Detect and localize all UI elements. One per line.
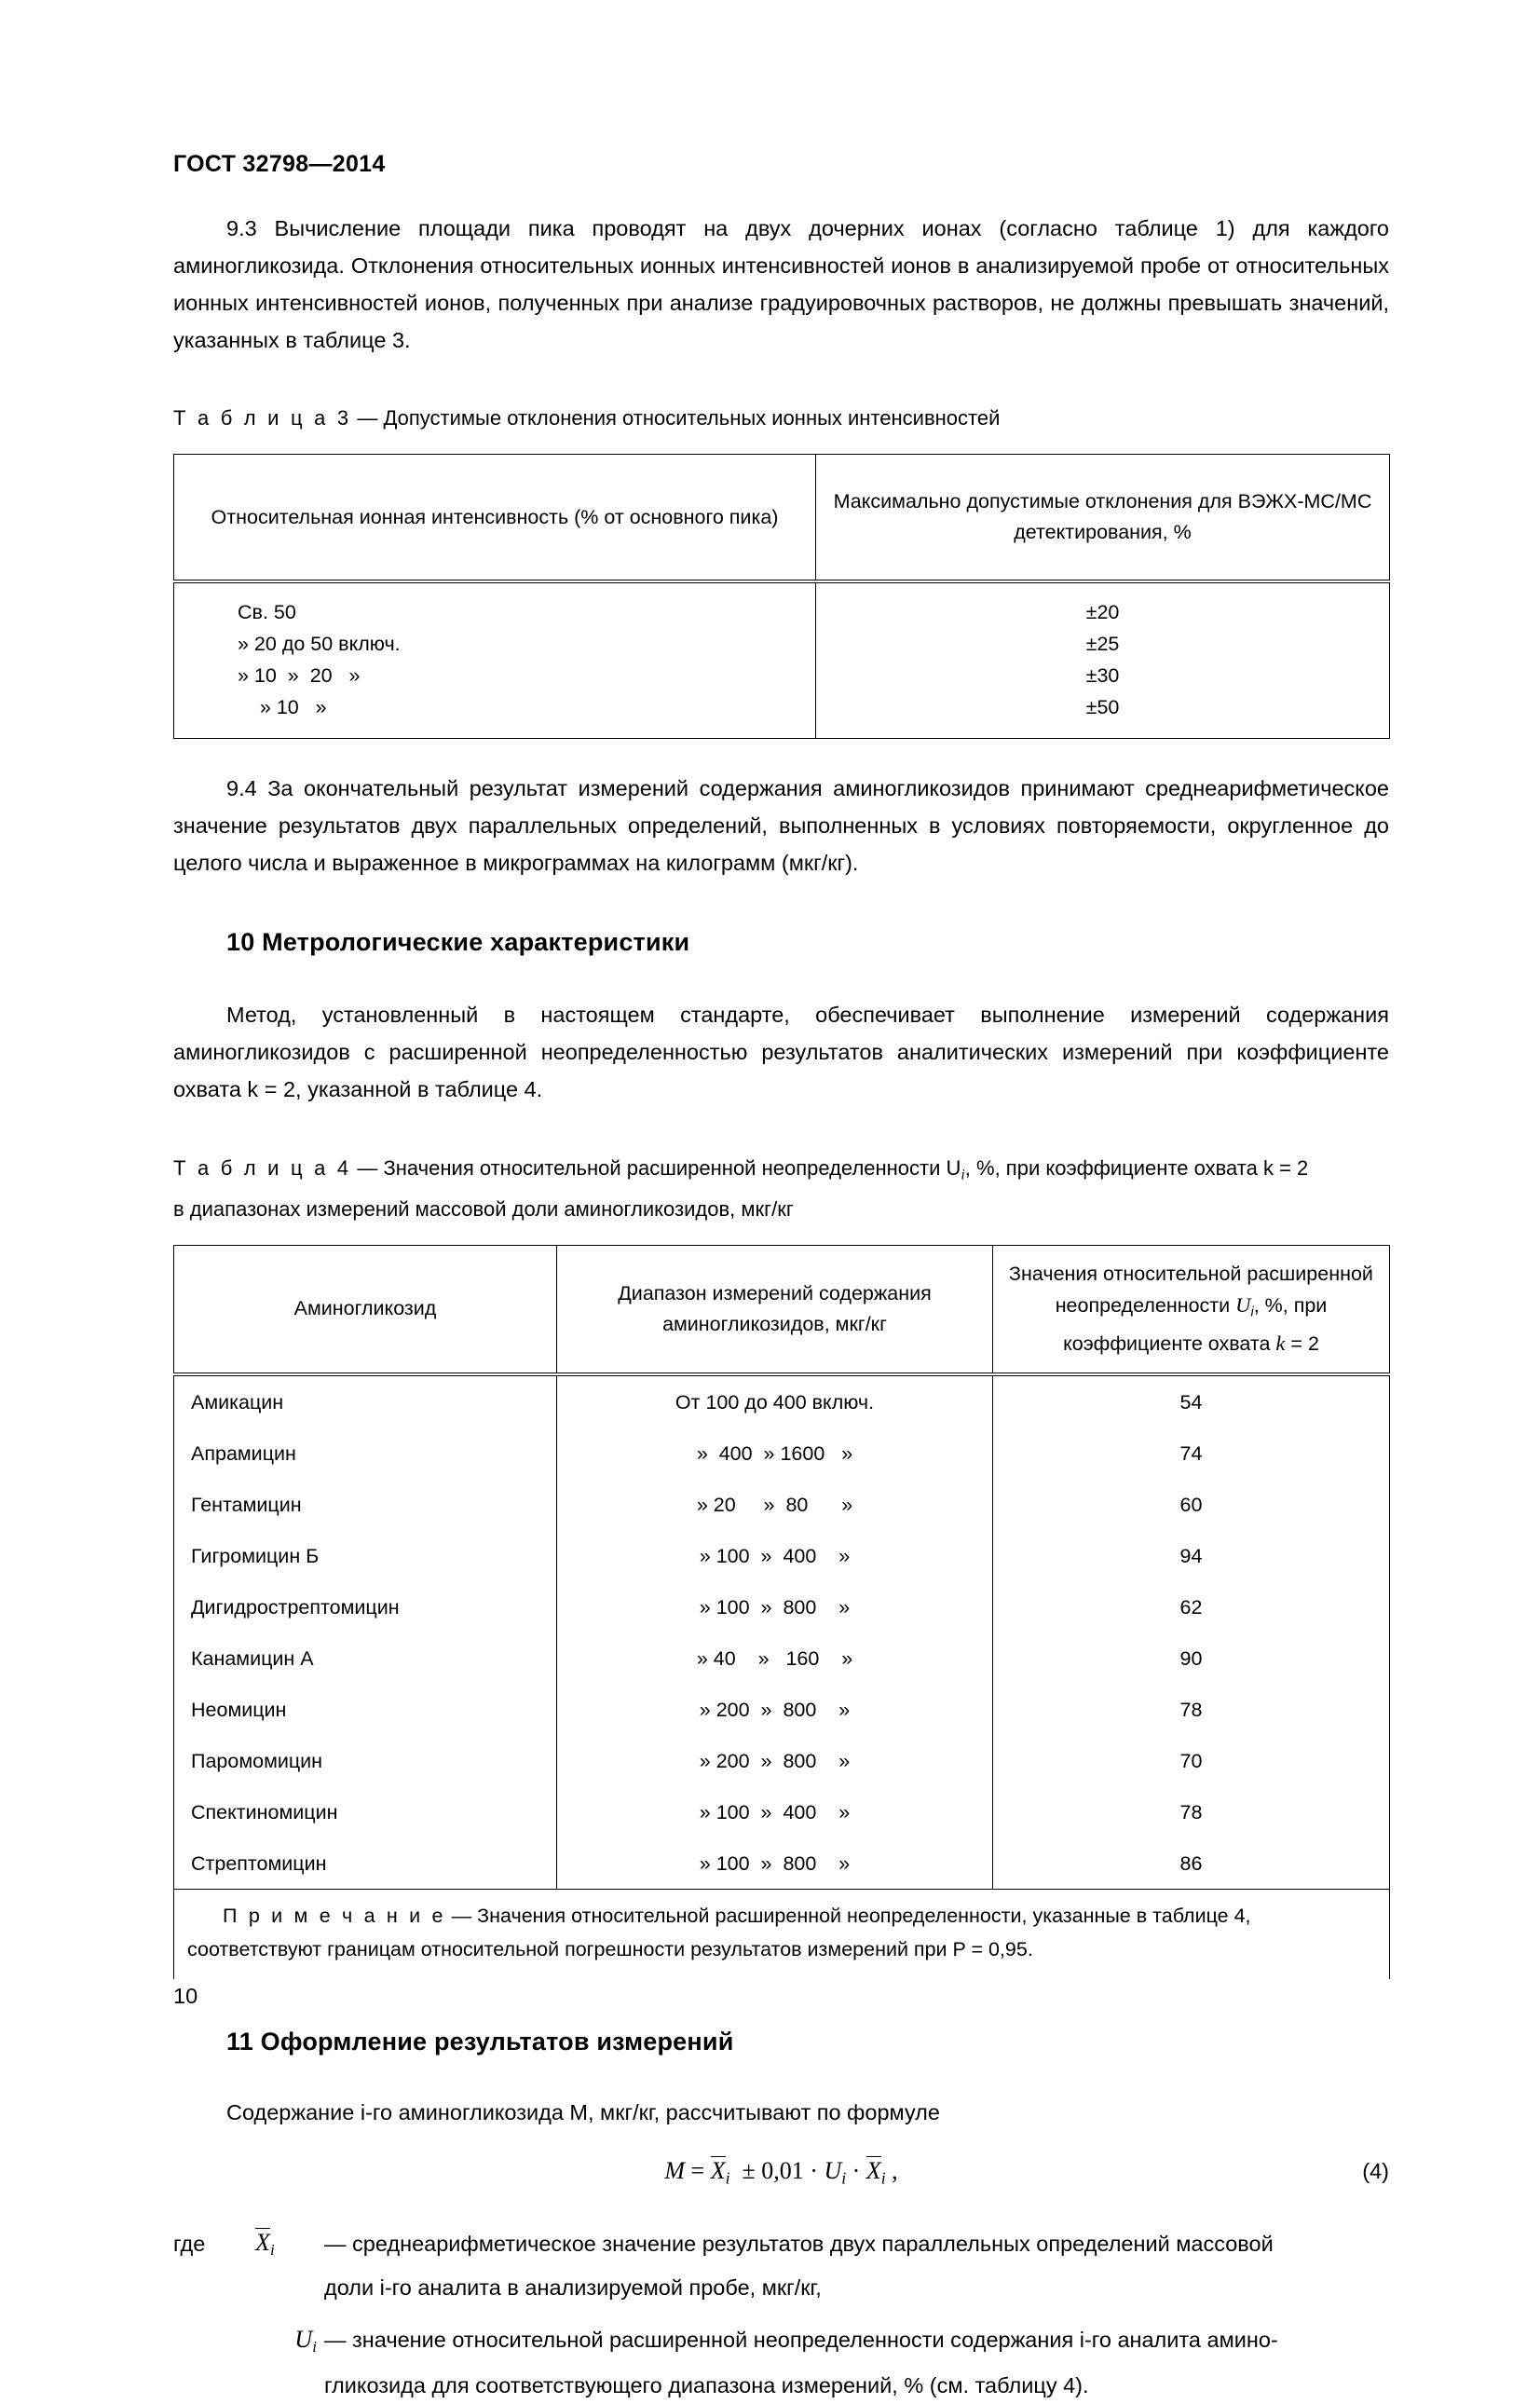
table-3-range-1: » 20 до 50 включ.: [238, 633, 401, 655]
table-3-dev-1: ±25: [1085, 633, 1120, 655]
table-row: [174, 1684, 1390, 1735]
table-4-u-4: 62: [993, 1581, 1390, 1632]
table-3-range-3: » 10 »: [238, 696, 327, 718]
legend-text-x-cont: [173, 2269, 1389, 2306]
table-4-name-9: Стрептомицин: [174, 1837, 557, 1890]
table-4-range-4: » 100 » 800 »: [557, 1581, 993, 1632]
table-row: [174, 1786, 1390, 1837]
table-3-range-column: [174, 581, 816, 739]
table-4-name-7: Паромомицин: [174, 1735, 557, 1786]
table-4-name-0: Амикацин: [174, 1374, 557, 1427]
document-header-standard-number: ГОСТ 32798—2014: [173, 151, 386, 177]
table-4-name-3: Гигромицин Б: [174, 1530, 557, 1581]
table-4-caption-subscript-i: i: [961, 1167, 965, 1183]
paragraph-section-10-text: Метод, установленный в настоящем стандарте, обеспечивает выполнение измерений содержания аминогликозидов с расширенной неопределенностью результатов аналитических измерений при коэффициенте охвата k = 2, указанной в таблице 4.: [173, 1003, 1389, 1101]
table-3-dev-0: ±20: [1085, 601, 1120, 623]
table-row: [174, 1735, 1390, 1786]
table-row: [174, 1427, 1390, 1479]
table-4-range-8: » 100 » 400 »: [557, 1786, 993, 1837]
table-3-caption-text: — Допустимые отклонения относительных ионных интенсивностей: [351, 406, 1001, 430]
table-4-range-1: » 400 » 1600 »: [557, 1427, 993, 1479]
formula-legend: [173, 2225, 1389, 2403]
legend-text-u-line2: гликозида для соответствующего диапазона измерений, % (см. таблицу 4).: [324, 2372, 1089, 2397]
table-4-caption-label: Т а б л и ц а 4: [173, 1156, 352, 1180]
table-4-u-9: 86: [993, 1837, 1390, 1890]
table-4-u-3: 94: [993, 1530, 1390, 1581]
paragraph-section-11: [173, 2094, 1389, 2131]
table-row: [174, 1374, 1390, 1427]
table-4-name-4: Дигидрострептомицин: [174, 1581, 557, 1632]
table-4-note: [174, 1890, 1390, 1980]
paragraph-section-10: [173, 996, 1389, 1108]
table-4-caption-line1b: , %, при коэффициенте охвата k = 2: [964, 1156, 1309, 1180]
table-3-header-cell-deviation: Максимально допустимые отклонения для ВЭЖХ-МС/МС детектирования, %: [816, 455, 1390, 582]
table-3-header-row: [174, 455, 1390, 582]
table-4-header-uncertainty-line2a: неопределенности: [1055, 1293, 1236, 1317]
table-4-note-label: П р и м е ч а н и е: [223, 1905, 446, 1928]
table-4-header-uncertainty-line3a: коэффициенте охвата: [1063, 1332, 1276, 1356]
table-4-caption: [173, 1151, 1389, 1226]
table-4-name-8: Спектиномицин: [174, 1786, 557, 1837]
table-4: [173, 1245, 1390, 1979]
legend-entry-u: [173, 2321, 1389, 2366]
table-4-range-7: » 200 » 800 »: [557, 1735, 993, 1786]
legend-text-x-line2: доли i-го аналита в анализируемой пробе, мкг/кг,: [324, 2275, 822, 2301]
table-row: [174, 1837, 1390, 1890]
table-3-caption: [173, 402, 1389, 435]
table-row: [174, 1530, 1390, 1581]
table-4-range-9: » 100 » 800 »: [557, 1837, 993, 1890]
legend-text-x-line1: — среднеарифметическое значение результатов двух параллельных определений массовой: [324, 2232, 1274, 2257]
table-3-header-cell-intensity: Относительная ионная интенсивность (% от основного пика): [174, 455, 816, 582]
table-4-range-3: » 100 » 400 »: [557, 1530, 993, 1581]
table-4-note-text: — Значения относительной расширенной неопределенности, указанные в таблице 4, соответствуют границам относительной погрешности результатов измерений при P = 0,95.: [187, 1905, 1251, 1961]
table-4-header-uncertainty-line1: Значения относительной расширенной: [1009, 1262, 1373, 1285]
table-4-range-5: » 40 » 160 »: [557, 1632, 993, 1684]
table-4-range-2: » 20 » 80 »: [557, 1479, 993, 1530]
table-4-header-cell-range: Диапазон измерений содержания аминогликозидов, мкг/кг: [557, 1245, 993, 1374]
table-4-u-1: 74: [993, 1427, 1390, 1479]
table-4-caption-line1: — Значения относительной расширенной неопределенности U: [351, 1156, 961, 1180]
legend-symbol-u: $U_i$: [294, 2326, 317, 2356]
table-4-header-cell-aminoglycoside: Аминогликозид: [174, 1245, 557, 1374]
page-number: 10: [173, 1984, 198, 2008]
table-4-u-5: 90: [993, 1632, 1390, 1684]
table-4-range-0: От 100 до 400 включ.: [557, 1374, 993, 1427]
table-4-u-2: 60: [993, 1479, 1390, 1530]
table-4-name-1: Апрамицин: [174, 1427, 557, 1479]
table-3-body-row: [174, 581, 1390, 739]
table-row: [174, 1632, 1390, 1684]
table-4-note-row: [174, 1890, 1390, 1980]
table-row: [174, 1479, 1390, 1530]
table-4-u-6: 78: [993, 1684, 1390, 1735]
table-3: [173, 454, 1390, 739]
formula-4: $M = X_i \pm 0,01 \cdot U_i \cdot X_i$ ,: [664, 2157, 898, 2188]
table-row: [174, 1581, 1390, 1632]
table-3-dev-2: ±30: [1085, 664, 1120, 687]
formula-number: (4): [1362, 2159, 1389, 2184]
table-3-range-0: Св. 50: [238, 601, 296, 623]
table-4-u-0: 54: [993, 1374, 1390, 1427]
table-3-deviation-column: [816, 581, 1390, 739]
heading-section-10: 10 Метрологические характеристики: [226, 928, 690, 956]
table-3-dev-3: ±50: [1085, 696, 1120, 718]
legend-text-u-cont: [173, 2367, 1389, 2404]
table-4-header-subscript-i: i: [1250, 1304, 1254, 1320]
table-3-range-2: » 10 » 20 »: [238, 664, 361, 687]
table-4-u-7: 70: [993, 1735, 1390, 1786]
table-3-caption-label: Т а б л и ц а 3: [173, 406, 352, 430]
table-4-header-uncertainty-line3c: = 2: [1285, 1332, 1319, 1356]
legend-where-label: где: [173, 2232, 206, 2257]
table-4-name-6: Неомицин: [174, 1684, 557, 1735]
table-4-body: [174, 1374, 1390, 1979]
table-4-range-6: » 200 » 800 »: [557, 1684, 993, 1735]
legend-entry-x: [173, 2225, 1389, 2269]
table-4-header-cell-uncertainty: [993, 1245, 1390, 1374]
paragraph-9-3: 9.3 Вычисление площади пика проводят на двух дочерних ионах (согласно таблице 1) для каждого аминогликозида. Отклонения относительных ионных интенсивностей ионов в анализируемой пробе от относительных ионных интенсивностей ионов, полученных при анализе градуировочных растворов, не должны превышать значений, указанных в таблице 3.: [173, 216, 1389, 352]
table-4-name-2: Гентамицин: [174, 1479, 557, 1530]
heading-section-11: 11 Оформление результатов измерений: [226, 2028, 734, 2056]
paragraph-9-4: 9.4 За окончательный результат измерений содержания аминогликозидов принимают среднеарифметическое значение результатов двух параллельных определений, выполненных в условиях повторяемости, округленное до целого числа и выраженное в микрограммах на килограмм (мкг/кг).: [173, 776, 1389, 875]
table-4-caption-line2: в диапазонах измерений массовой доли аминогликозидов, мкг/кг: [173, 1196, 794, 1221]
paragraph-section-11-text: Содержание i-го аминогликозида M, мкг/кг, рассчитывают по формуле: [226, 2100, 940, 2125]
legend-symbol-x-mean: $X_i$: [255, 2229, 275, 2260]
table-4-name-5: Канамицин А: [174, 1632, 557, 1684]
formula-row: [173, 2148, 1389, 2201]
table-4-header-symbol-u: U: [1235, 1292, 1251, 1317]
table-4-header-uncertainty-line2c: , %, при: [1253, 1293, 1328, 1317]
legend-text-u-line1: — значение относительной расширенной неопределенности содержания i-го аналита амино-: [324, 2328, 1278, 2353]
table-4-u-8: 78: [993, 1786, 1390, 1837]
table-4-header-row: [174, 1245, 1390, 1374]
table-4-header-symbol-k: k: [1275, 1332, 1286, 1356]
